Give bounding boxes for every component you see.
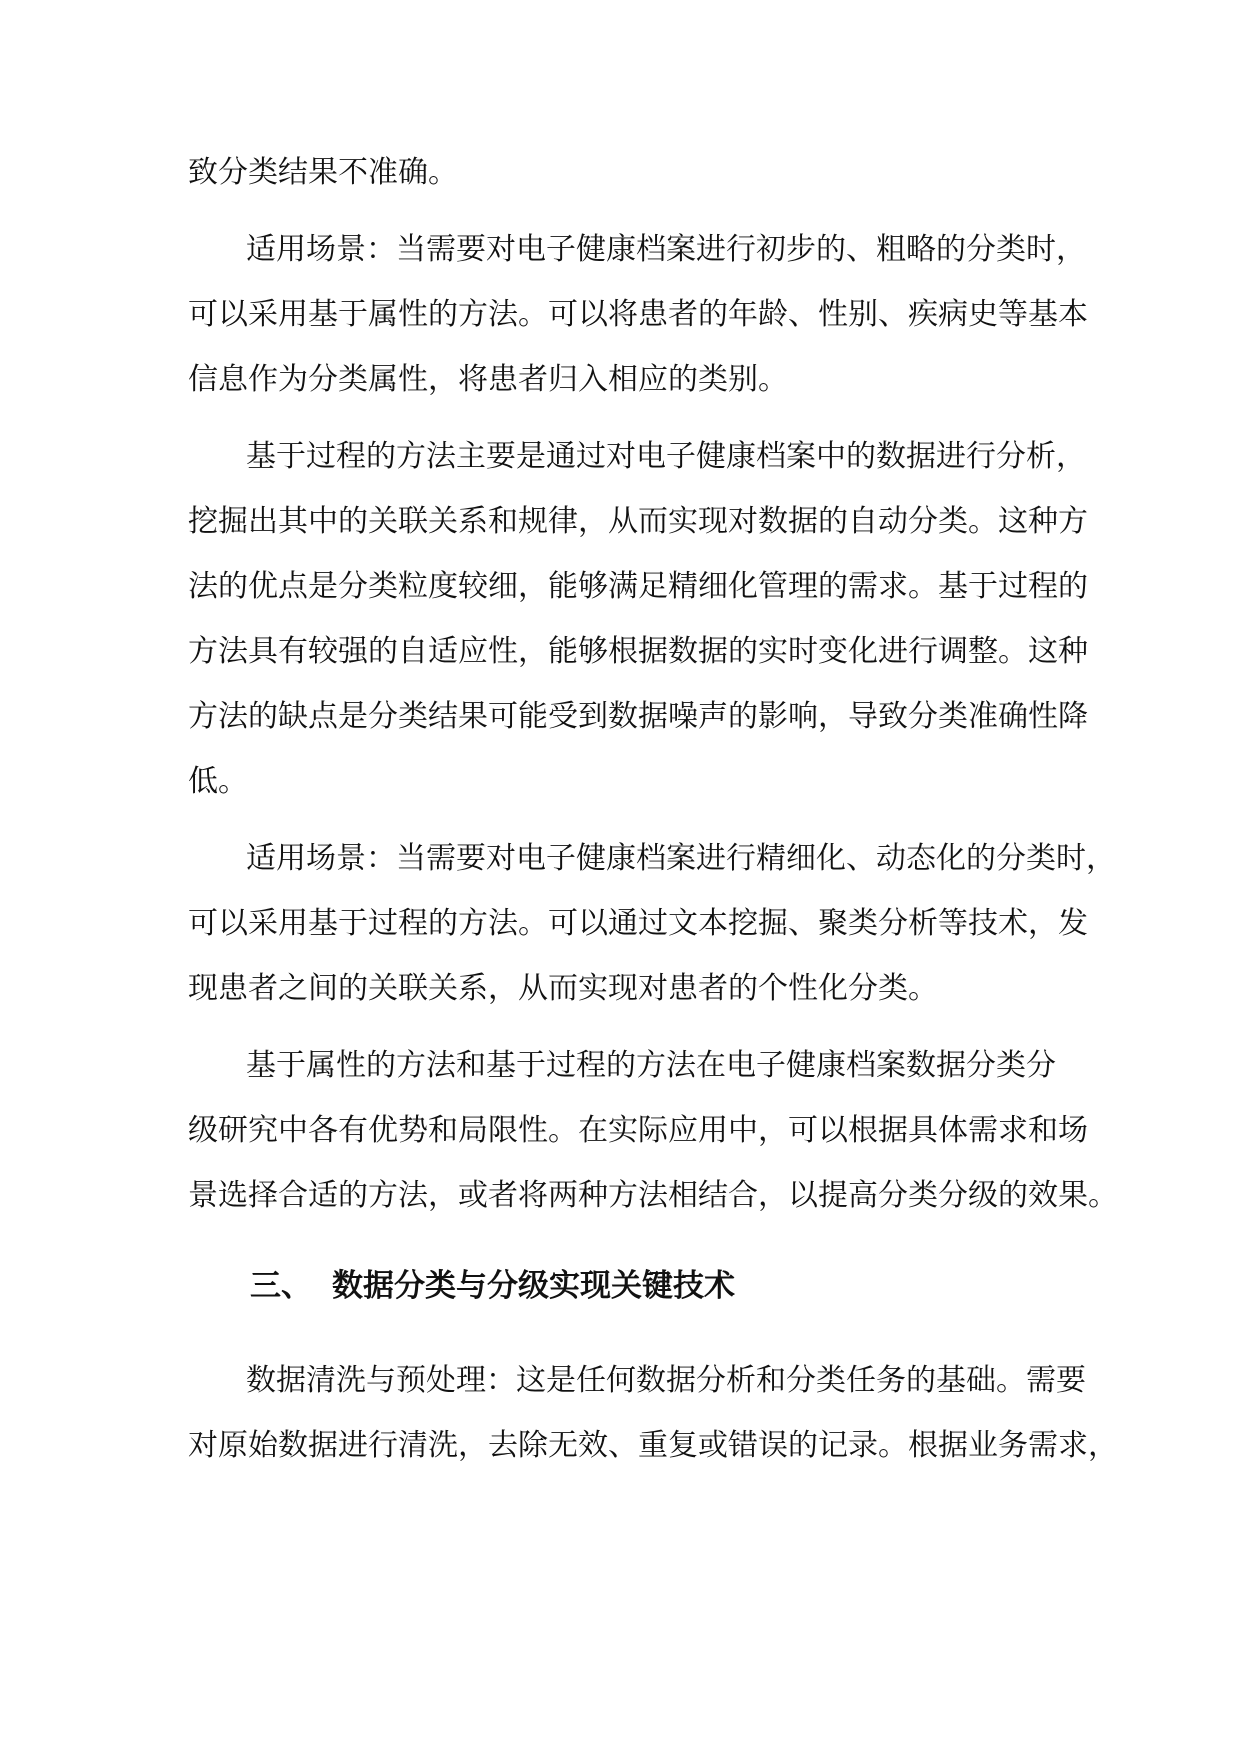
- document-body: [188, 140, 1118, 1490]
- paragraph-p4: [188, 826, 1116, 1021]
- paragraph-p3: [188, 424, 1088, 814]
- text-line: 信息作为分类属性，将患者归入相应的类别。: [188, 362, 788, 397]
- text-line: 数据清洗与预处理：这是任何数据分析和分类任务的基础。需要: [246, 1363, 1086, 1398]
- text-line: 可以采用基于过程的方法。可以通过文本挖掘、聚类分析等技术，发: [188, 906, 1088, 941]
- text-line: 基于属性的方法和基于过程的方法在电子健康档案数据分类分: [246, 1048, 1056, 1083]
- text-line: 景选择合适的方法，或者将两种方法相结合，以提高分类分级的效果。: [188, 1178, 1118, 1213]
- text-line: 适用场景：当需要对电子健康档案进行初步的、粗略的分类时，: [246, 232, 1086, 267]
- text-line: 可以采用基于属性的方法。可以将患者的年龄、性别、疾病史等基本: [188, 297, 1088, 332]
- text-line: 方法的缺点是分类结果可能受到数据噪声的影响，导致分类准确性降: [188, 699, 1088, 734]
- text-line: 致分类结果不准确。: [188, 155, 458, 190]
- text-line: 基于过程的方法主要是通过对电子健康档案中的数据进行分析，: [246, 439, 1086, 474]
- section-heading: [250, 1256, 1058, 1316]
- text-line: 挖掘出其中的关联关系和规律，从而实现对数据的自动分类。这种方: [188, 504, 1088, 539]
- paragraph-p5: [188, 1033, 1118, 1228]
- text-line: 现患者之间的关联关系，从而实现对患者的个性化分类。: [188, 971, 938, 1006]
- section-number: 三、: [250, 1268, 312, 1304]
- text-line: 法的优点是分类粒度较细，能够满足精细化管理的需求。基于过程的: [188, 569, 1088, 604]
- text-line: 适用场景：当需要对电子健康档案进行精细化、动态化的分类时，: [246, 841, 1116, 876]
- text-line: 低。: [188, 764, 248, 799]
- text-line: 方法具有较强的自适应性，能够根据数据的实时变化进行调整。这种: [188, 634, 1088, 669]
- text-line: 级研究中各有优势和局限性。在实际应用中，可以根据具体需求和场: [188, 1113, 1088, 1148]
- text-line: 对原始数据进行清洗，去除无效、重复或错误的记录。根据业务需求，: [188, 1428, 1118, 1463]
- paragraph-p2: [188, 217, 1088, 412]
- paragraph-p1: [188, 140, 1058, 205]
- section-title: 数据分类与分级实现关键技术: [332, 1268, 735, 1304]
- paragraph-p6: [188, 1348, 1118, 1478]
